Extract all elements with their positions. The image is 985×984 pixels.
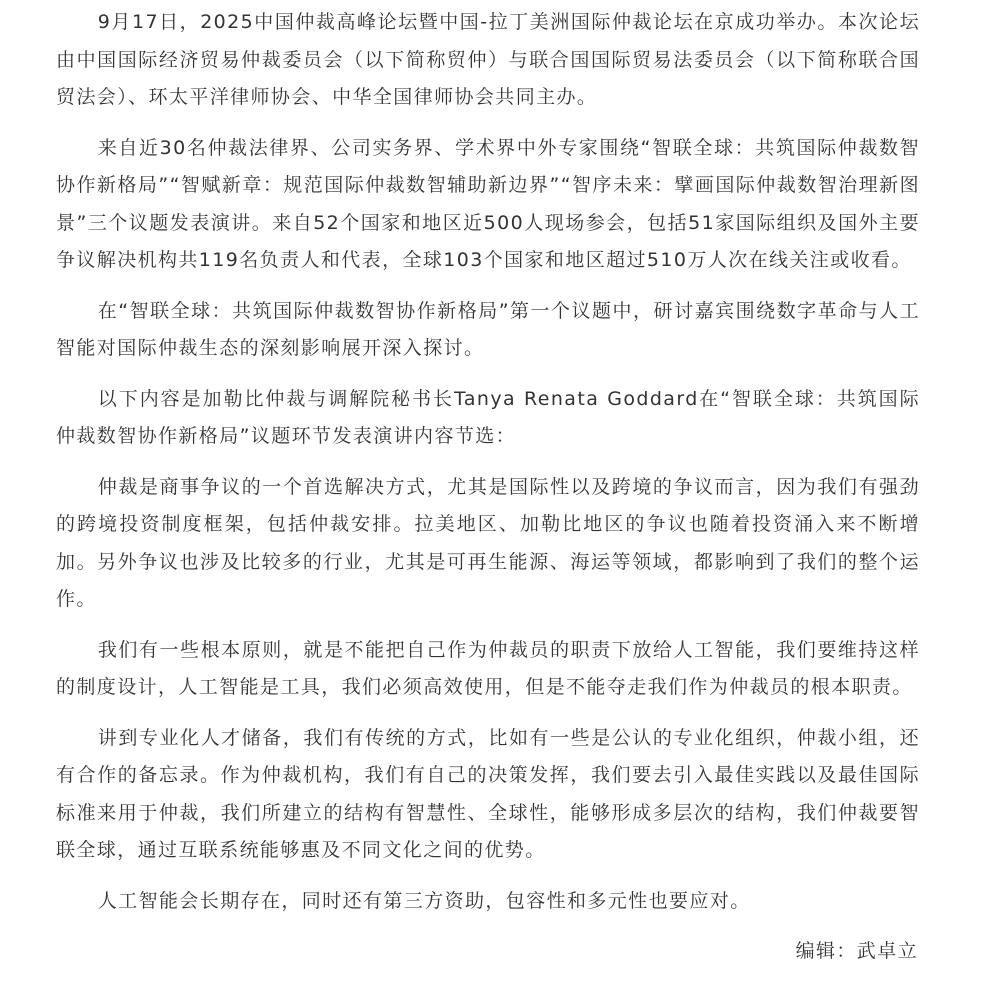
article-paragraph: 人工智能会长期存在，同时还有第三方资助，包容性和多元性也要应对。 — [97, 889, 751, 912]
article-paragraph: 9月17日，2025中国仲裁高峰论坛暨中国-拉丁美洲国际仲裁论坛在京成功举办。本次论坛由中国国际经济贸易仲裁委员会（以下简称贸仲）与联合国国际贸易法委员会（以下简称联合国贸法会）、环太平洋律师协会、中华全国律师协会共同主办。 — [56, 11, 920, 108]
article-paragraph: 仲裁是商事争议的一个首选解决方式，尤其是国际性以及跨境的争议而言，因为我们有强劲的跨境投资制度框架，包括仲裁安排。拉美地区、加勒比地区的争议也随着投资涌入来不断增加。另外争议也涉及比较多的行业，尤其是可再生能源、海运等领域，都影响到了我们的整个运作。 — [56, 475, 920, 610]
article-paragraph: 来自近30名仲裁法律界、公司实务界、学术界中外专家围绕“智联全球：共筑国际仲裁数智协作新格局”“智赋新章：规范国际仲裁数智辅助新边界”“智序未来：擘画国际仲裁数智治理新图景”三个议题发表演讲。来自52个国家和地区近500人现场参会，包括51家国际组织及国外主要争议解决机构共119名负责人和代表，全球103个国家和地区超过510万人次在线关注或收看。 — [56, 136, 920, 271]
article-paragraph: 以下内容是加勒比仲裁与调解院秘书长Tanya Renata Goddard在“智联全球：共筑国际仲裁数智协作新格局”议题环节发表演讲内容节选： — [56, 387, 920, 447]
editor-credit: 编辑：武卓立 — [795, 940, 918, 962]
article-paragraph: 讲到专业化人才储备，我们有传统的方式，比如有一些是公认的专业化组织，仲裁小组，还有合作的备忘录。作为仲裁机构，我们有自己的决策发挥，我们要去引入最佳实践以及最佳国际标准来用于仲裁，我们所建立的结构有智慧性、全球性，能够形成多层次的结构，我们仲裁要智联全球，通过互联系统能够惠及不同文化之间的优势。 — [56, 726, 920, 861]
article-body — [56, 4, 920, 984]
article-paragraph: 我们有一些根本原则，就是不能把自己作为仲裁员的职责下放给人工智能，我们要维持这样的制度设计，人工智能是工具，我们必须高效使用，但是不能夺走我们作为仲裁员的根本职责。 — [56, 638, 920, 698]
article-paragraph: 在“智联全球：共筑国际仲裁数智协作新格局”第一个议题中，研讨嘉宾围绕数字革命与人工智能对国际仲裁生态的深刻影响展开深入探讨。 — [56, 299, 920, 359]
